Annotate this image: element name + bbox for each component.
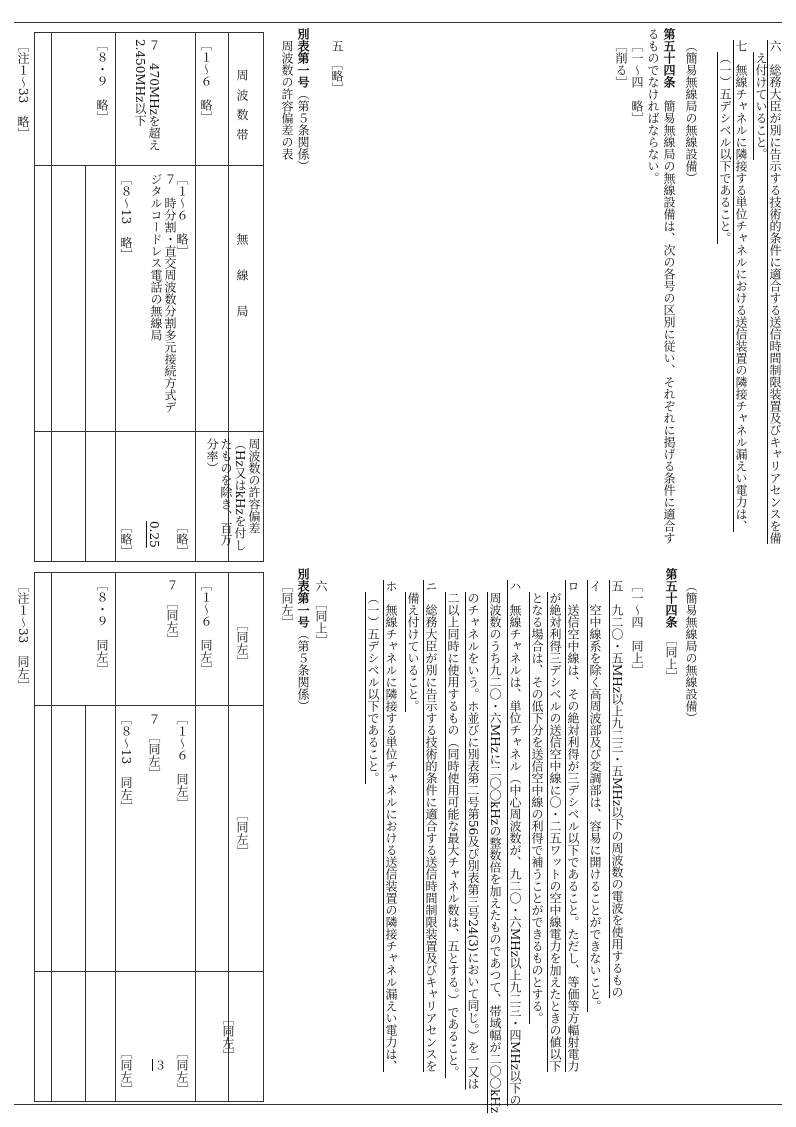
right-col-station: ［同左］ (235, 809, 249, 857)
left-row2-sub2: ７ 時分割・直交周波数分割多元接続方式デジタルコードレス電話の無線局 (149, 173, 177, 413)
bottom-rule (14, 1104, 782, 1105)
left-row3: ［８・９ 略］ (95, 39, 109, 123)
left-item7: 七 無線チャネルに隣接する単位チャネルにおける送信装置の隣接チャネル漏えい電力は、 (734, 40, 748, 532)
left-item6: 六 総務大臣が別に告示する技術的条件に適合する送信時間制限装置及びキャリアセンスを備 (768, 40, 782, 544)
right-item5-i: イ 空中線系を除く高周波部及び変調部は、容易に開けることができないこと。 (588, 580, 602, 1012)
right-item5-ha3: のチャネルをいう。ホ並びに別表第二号第56及び別表第三号24(3)において同じ。）を一又は (466, 592, 480, 1090)
right-row1: ［１～６ 同左］ (199, 579, 213, 675)
left-note: ［注１～33 略］ (16, 40, 30, 140)
left-article-text: 簡易無線局の無線設備は、次の各号の区別に従い、それぞれに掲げる条件に適合す (662, 100, 676, 544)
right-heading: （簡易無線局の無線設備） (684, 580, 698, 724)
left-col-band: 周 波 数 帯 (235, 69, 249, 143)
left-row1: ［１～６ 略］ (199, 39, 213, 123)
left-appendix (296, 28, 310, 172)
left-deleted: ［削る］ (614, 40, 628, 88)
left-item6b: え付けていること。 (754, 52, 768, 160)
right-appendix-title: ［同左］ (280, 580, 294, 628)
left-col-tolerance: 周波数の許容偏差（Hz又はkHzを付したものを除き、百万分率） (205, 438, 261, 551)
left-row2-val1: ［略］ (175, 521, 189, 557)
right-item5-ni2: 備え付けていること。 (406, 592, 420, 712)
right-col-tolerance: ［同左］ (221, 1013, 235, 1061)
right-item5-ho1: ホ 無線チャネルに隣接する単位チャネルにおける送信装置の隣接チャネル漏えい電力は、 (384, 580, 398, 1072)
left-item7a: （一）五デシベル以下であること。 (718, 52, 732, 244)
right-item5-ni1: ニ 総務大臣が別に告示する技術的条件に適合する送信時間制限装置及びキャリアセンスを (424, 580, 438, 1072)
right-row2-sub2: ７ ［同左］ (147, 713, 161, 779)
right-omit1: ［一～四 同上］ (630, 580, 644, 676)
right-article-label: 第五十四条 (664, 568, 678, 628)
right-row3: ［８・９ 同左］ (95, 579, 109, 675)
left-omit1: ［一～四 略］ (630, 40, 644, 124)
left-row2-val3: ［略］ (119, 521, 133, 557)
left-item5: 五 ［略］ (330, 40, 344, 94)
left-heading: （簡易無線局の無線設備） (684, 40, 698, 184)
top-rule (14, 22, 782, 23)
right-row2-val3: ［同左］ (119, 1047, 133, 1095)
right-row2-val1: ［同左］ (175, 1047, 189, 1095)
right-item5: 五 九二〇・五MHz以上九二三・五MHz以下の周波数の電波を使用するもの (610, 580, 624, 999)
left-col-station: 無 線 局 (235, 233, 249, 317)
right-item5-ro3: となる場合は、その低下分を送信空中線の利得で補うことができるものとする。 (530, 592, 544, 1024)
right-item5-ho2: （一）五デシベル以下であること。 (366, 592, 380, 784)
right-appendix-label: 別表第一号 (296, 568, 310, 628)
left-row2-val2: 0.25 (147, 521, 161, 548)
right-col-band: ［同左］ (235, 619, 249, 667)
right-article (664, 568, 678, 682)
left-row2-band: ７ 470MHzを超え2.450MHz以下 (133, 39, 161, 151)
right-row2-sub1: ［１～６ 同左］ (175, 713, 189, 809)
left-row2-sub3: ［８～13 略］ (119, 173, 133, 261)
left-appendix-ref: （第５条関係） (296, 88, 310, 172)
right-item5-ha2: 周波数のうち九二〇・六MHzに二〇〇kHzの整数倍を加えたものであつて、帯域幅が二〇〇kHz (488, 592, 502, 1114)
right-item5-ha1: ハ 無線チャネルは、単位チャネル（中心周波数が、九二〇・六MHz以上九二三・四MHz以下の (508, 580, 522, 1107)
right-row2-sub3: ［８～13 同左］ (119, 713, 133, 813)
left-appendix-title: 周波数の許容偏差の表 (280, 40, 294, 160)
left-frequency-table (34, 32, 264, 562)
right-row2-val2: ３ (153, 1059, 167, 1071)
right-item5-ha4: 二以上同時に使用するもの（同時使用可能な最大チャネル数は、五とする。）であること。 (446, 592, 460, 1078)
left-appendix-label: 別表第一号 (296, 28, 310, 88)
left-article-label: 第五十四条 (662, 28, 676, 88)
right-item6: 六 ［同上］ (314, 580, 328, 646)
right-appendix-ref: （第５条関係） (296, 628, 310, 712)
right-article-text: ［同上］ (664, 640, 678, 682)
right-item5-ro1: ロ 送信空中線は、その絶対利得が三デシベル以下であること。ただし、等価等方輻射電力 (566, 580, 580, 1072)
right-note: ［注１～33 同左］ (16, 580, 30, 692)
left-row2-sub1: ［１～６ 略］ (175, 173, 189, 257)
right-frequency-table (34, 572, 264, 1102)
left-article (662, 28, 676, 544)
left-article-text2: るものでなければならない。 (646, 28, 660, 184)
right-item5-ro2: が絶対利得三デシベルの送信空中線に〇・二五ワットの空中線電力を加えたときの値以下 (548, 592, 562, 1072)
right-row2-band: ７ ［同左］ (165, 579, 179, 645)
right-appendix (296, 568, 310, 712)
